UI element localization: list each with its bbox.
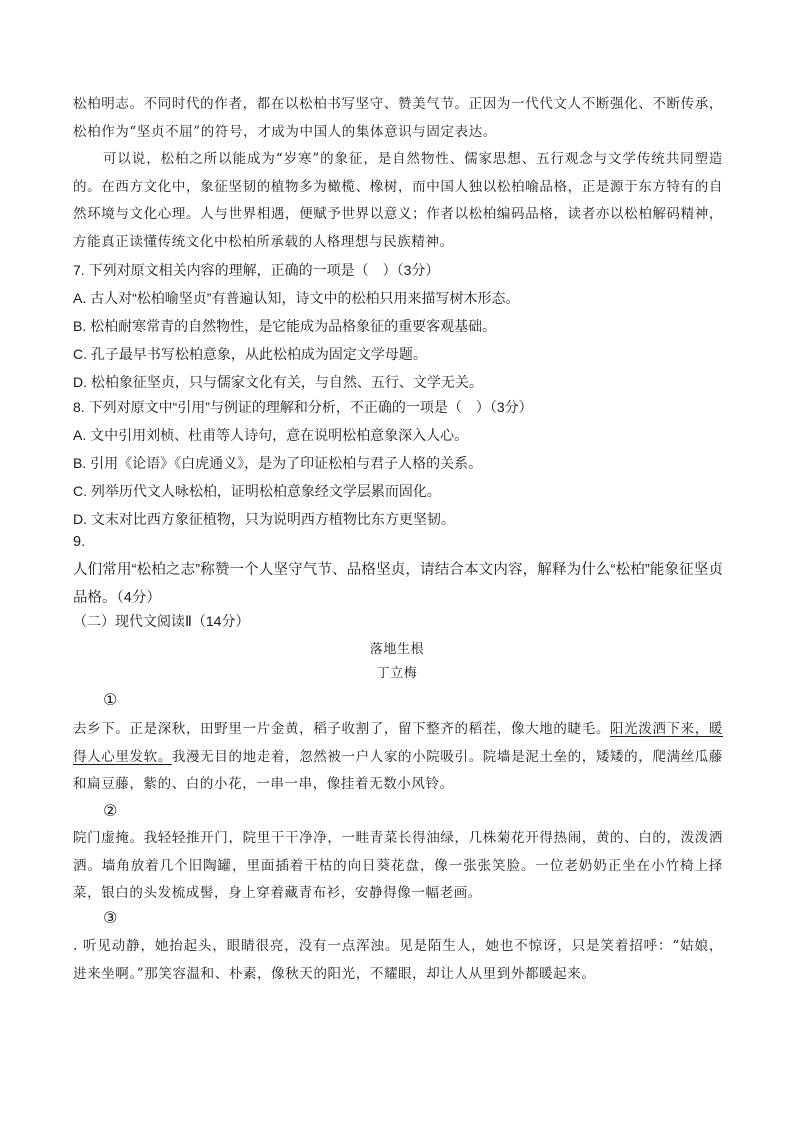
- paragraph-marker-1: ①: [103, 690, 118, 709]
- question-7-option-d: D. 松柏象征坚贞，只与儒家文化有关，与自然、五行、文学无关。: [73, 374, 483, 390]
- passage-paragraph-1: 松柏明志。不同时代的作者，都在以松柏书写坚守、赞美气节。正因为一代代文人不断强化、不断传承，松柏作为“坚贞不屈”的符号，才成为中国人的集体意识与固定表达。: [73, 96, 723, 140]
- passage-paragraph-2: 可以说，松柏之所以能成为“岁寒”的象征，是自然物性、儒家思想、五行观念与文学传统共同塑造的。在西方文化中，象征坚韧的植物多为橄榄、橡树，而中国人独以松柏喻品格，正是源于东方特有的自然环境与文化心理。人与世界相遇，便赋予世界以意义；作者以松柏编码品格，读者亦以松柏解码精神，方能真正读懂传统文化中松柏所承载的人格理想与民族精神。: [73, 151, 723, 250]
- question-8-option-d: D. 文末对比西方象征植物，只为说明西方植物比东方更坚韧。: [73, 511, 455, 527]
- story-title: 落地生根: [369, 642, 425, 657]
- paragraph-marker-2: ②: [103, 801, 118, 820]
- story-paragraph-1: [73, 716, 723, 799]
- question-9-text: 人们常用“松柏之志”称赞一个人坚守气节、品格坚贞，请结合本文内容，解释为什么“松柏”能象征坚贞品格。（4分）: [73, 562, 723, 606]
- question-7-option-a: A. 古人对“松柏喻坚贞”有普遍认知，诗文中的松柏只用来描写树木形态。: [73, 290, 520, 306]
- question-8-option-a: A. 文中引用刘桢、杜甫等人诗句，意在说明松柏意象深入人心。: [73, 427, 469, 443]
- question-7: [73, 256, 723, 396]
- question-8-option-b: B. 引用《论语》《白虎通义》，是为了印证松柏与君子人格的关系。: [73, 455, 483, 471]
- question-7-option-b: B. 松柏耐寒常青的自然物性，是它能成为品格象征的重要客观基础。: [73, 318, 497, 334]
- story-p1-text-a: 去乡下。正是深秋，田野里一片金黄，稻子收割了，留下整齐的稻茬，像大地的睫毛。: [73, 721, 610, 737]
- story-author: 丁立梅: [376, 666, 418, 681]
- story-paragraph-3: [73, 933, 723, 988]
- underlined-sentence: 阳光泼洒下来，暖得人心里发软。: [73, 721, 723, 765]
- passage-continuation: [73, 91, 723, 256]
- section-2-heading: （二）现代文阅读Ⅱ（14分）: [73, 613, 250, 629]
- story-p1-text-b: 我漫无目的地走着，忽然被一户人家的小院吸引。院墙是泥土垒的，矮矮的，爬满丝瓜藤和扁豆藤，紫的、白的小花，一串一串，像挂着无数小风铃。: [73, 748, 723, 792]
- question-9: [73, 528, 723, 612]
- story-p2-text: 院门虚掩。我轻轻推开门，院里干干净净，一畦青菜长得油绿，几株菊花开得热闹，黄的、白的，泼泼洒洒。墙角放着几个旧陶罐，里面插着干枯的向日葵花盘，像一张张笑脸。一位老奶奶正坐在小竹椅上择菜，银白的头发梳成髻，身上穿着藏青布衫，安静得像一幅老画。: [73, 830, 723, 901]
- paragraph-marker-3: ③: [103, 908, 118, 927]
- question-8-option-c: C. 列举历代文人咏松柏，证明松柏意象经文学层累而固化。: [73, 483, 441, 499]
- question-8-stem: 8. 下列对原文中“引用”与例证的理解和分析，不正确的一项是（ ）（3分）: [73, 399, 533, 415]
- story-p3-text: . 听见动静，她抬起头，眼睛很亮，没有一点浑浊。见是陌生人，她也不惊讶，只是笑着招呼：“姑娘，进来坐啊。”那笑容温和、朴素，像秋天的阳光，不耀眼，却让人从里到外都暖起来。: [73, 938, 723, 982]
- question-7-option-c: C. 孔子最早书写松柏意象，从此松柏成为固定文学母题。: [73, 346, 427, 362]
- question-9-number: 9.: [73, 534, 86, 550]
- question-7-stem: 7. 下列对原文相关内容的理解，正确的一项是（ ）（3分）: [73, 262, 440, 278]
- question-8: [73, 393, 723, 533]
- story-paragraph-2: [73, 825, 723, 908]
